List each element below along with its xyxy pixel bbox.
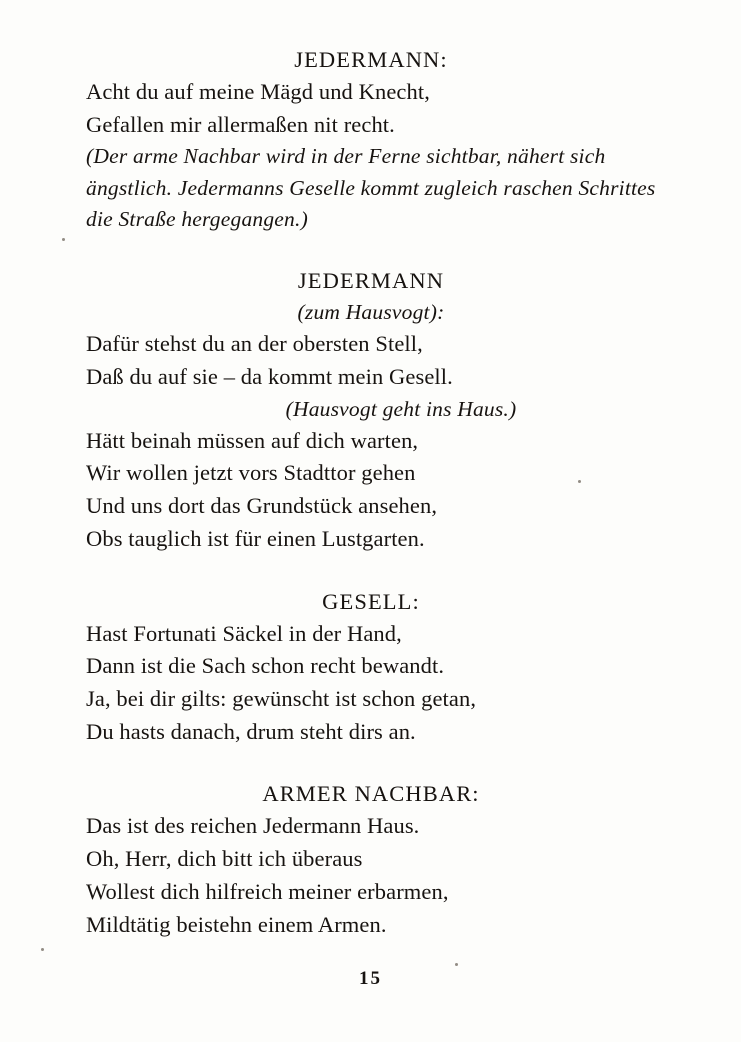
verse-line: Und uns dort das Grundstück ansehen,: [86, 493, 438, 519]
speaker-name: ARMER NACHBAR:: [262, 781, 480, 807]
verse-block-armer-nachbar: [86, 778, 656, 941]
verse-line: Mildtätig beistehn einem Armen.: [86, 911, 387, 937]
print-speck: [41, 948, 44, 951]
verse-line: Ja, bei dir gilts: gewünscht ist schon getan,: [86, 686, 477, 712]
stage-direction: (Hausvogt geht ins Haus.): [285, 396, 517, 421]
verse-line: Wollest dich hilfreich meiner erbarmen,: [86, 878, 449, 904]
verse-line: Daß du auf sie – da kommt mein Gesell.: [86, 363, 453, 389]
page-number: 15: [359, 968, 382, 989]
speaker-note: (zum Hausvogt):: [297, 299, 445, 324]
verse-block-jedermann-2: [86, 265, 656, 556]
verse-line: Du hasts danach, drum steht dirs an.: [86, 718, 416, 744]
verse-line: Gefallen mir allermaßen nit recht.: [86, 111, 395, 137]
verse-line: Dann ist die Sach schon recht bewandt.: [86, 653, 445, 679]
block-spacer: [86, 235, 656, 265]
stage-direction: (Der arme Nachbar wird in der Ferne sichtbar, nähert sich ängstlich. Jedermanns Geselle kommt zugleich raschen Schrittes die Straße hergegangen.): [86, 144, 662, 231]
speaker-name: JEDERMANN:: [294, 47, 448, 72]
verse-block-jedermann-1: [86, 44, 662, 235]
verse-block-gesell: [86, 586, 656, 749]
verse-line: Hast Fortunati Säckel in der Hand,: [86, 620, 402, 646]
speaker-name: GESELL:: [322, 588, 420, 614]
block-spacer: [86, 556, 656, 586]
verse-line: Das ist des reichen Jedermann Haus.: [86, 813, 420, 839]
verse-line: Hätt beinah müssen auf dich warten,: [86, 427, 419, 453]
verse-line: Dafür stehst du an der obersten Stell,: [86, 331, 423, 357]
verse-line: Acht du auf meine Mägd und Knecht,: [86, 78, 430, 104]
verse-line: Oh, Herr, dich bitt ich überaus: [86, 846, 363, 872]
speaker-name: JEDERMANN: [297, 267, 445, 293]
verse-line: Wir wollen jetzt vors Stadttor gehen: [86, 460, 416, 486]
print-speck: [62, 238, 65, 241]
print-speck: [455, 963, 458, 966]
verse-line: Obs tauglich ist für einen Lustgarten.: [86, 525, 425, 551]
block-spacer: [86, 748, 656, 778]
poem-body: [86, 44, 662, 941]
